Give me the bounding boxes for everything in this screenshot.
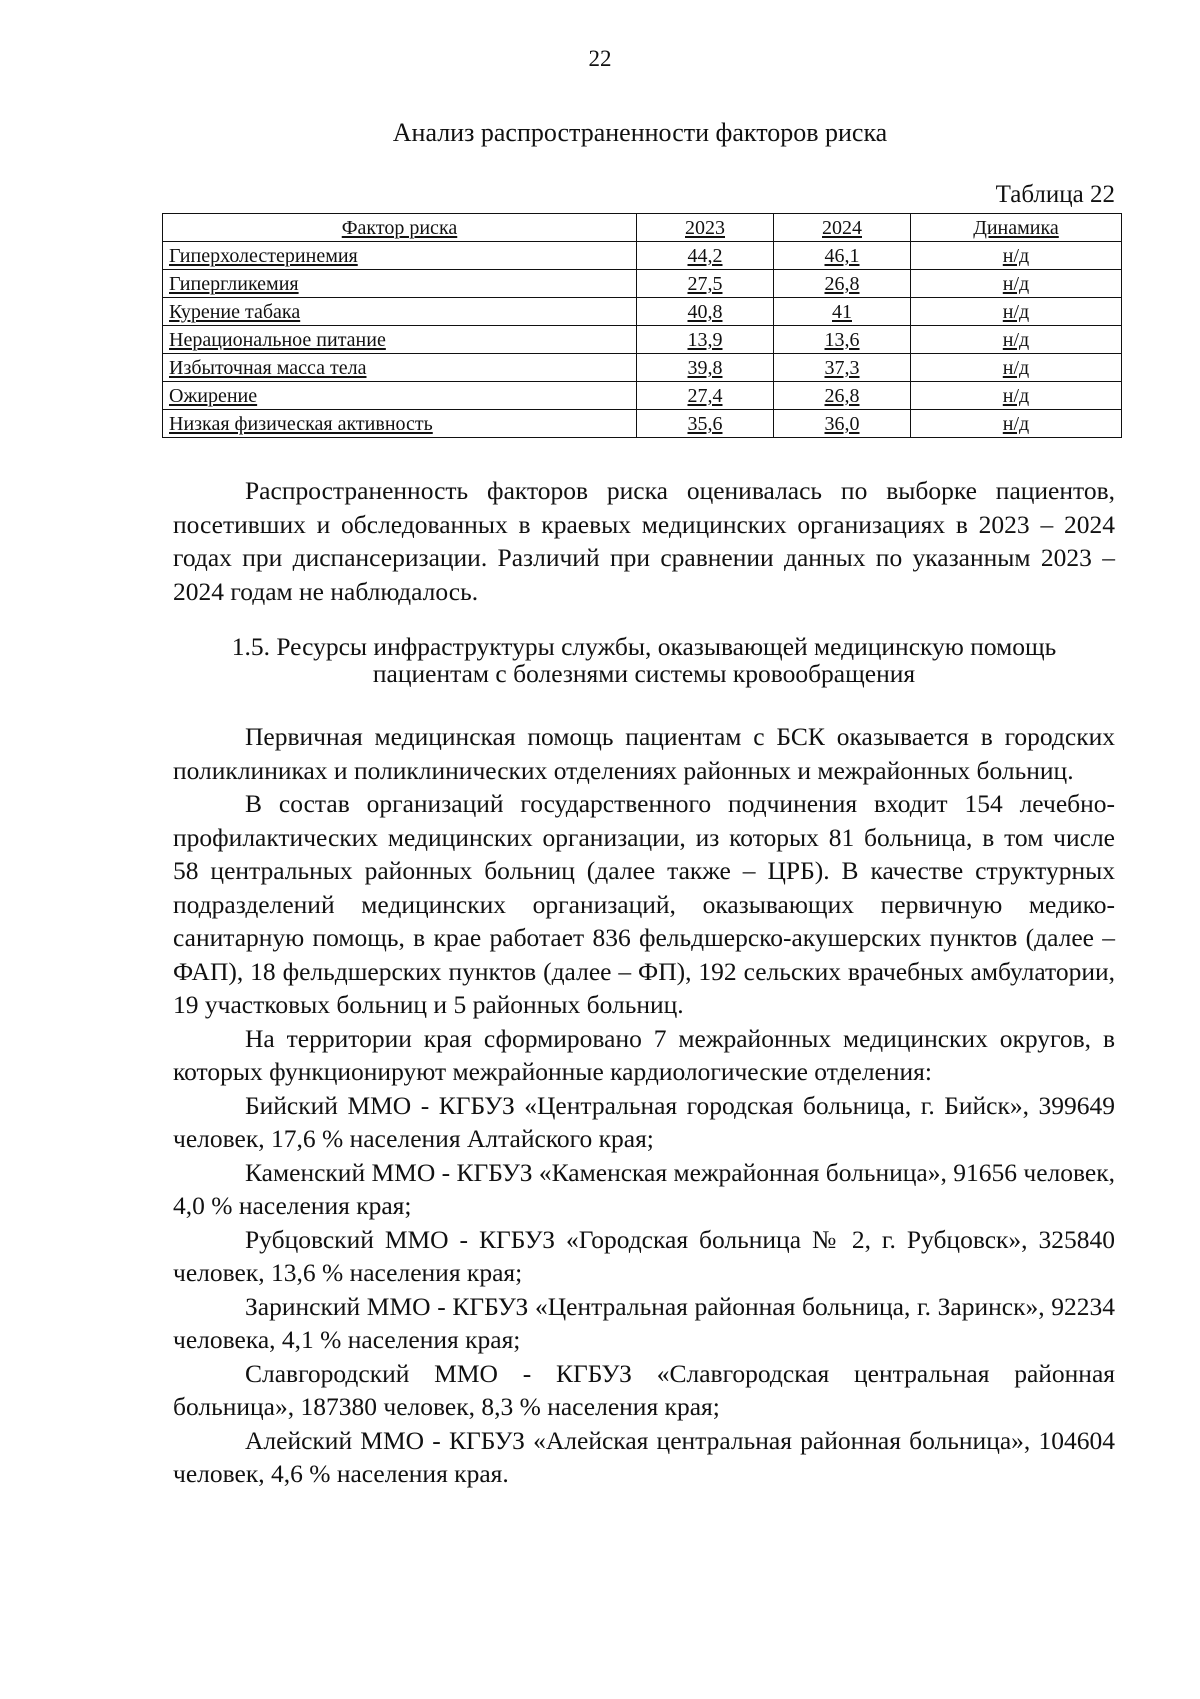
paragraph-risk-summary: Распространенность факторов риска оценивалась по выборке пациентов, посетивших и обследованных в краевых медицинских организациях в 2023 – 2024 годах при диспансеризации. Различий при сравнении данных по указанным 2023 – 2024 годам не наблюдалось. — [173, 476, 1115, 606]
header-2023: 2023 — [637, 214, 774, 242]
paragraph-district-slavgorod: Славгородский ММО - КГБУЗ «Славгородская центральная районная больница», 187380 человек, 8,3 % населения края; — [173, 1358, 1115, 1421]
table-row — [163, 326, 1122, 354]
page-number: 22 — [588, 46, 612, 71]
cell-factor: Гипергликемия — [163, 270, 637, 298]
cell-2023: 13,9 — [637, 326, 774, 354]
section-heading-line1: 1.5. Ресурсы инфраструктуры службы, оказывающей медицинскую помощь — [231, 632, 1057, 661]
paragraph-district-aleysk: Алейский ММО - КГБУЗ «Алейская центральная районная больница», 104604 человек, 4,6 % населения края. — [173, 1425, 1115, 1488]
paragraph-district-rubtsovsk: Рубцовский ММО - КГБУЗ «Городская больница № 2, г. Рубцовск», 325840 человек, 13,6 % населения края; — [173, 1224, 1115, 1287]
table-row — [163, 410, 1122, 438]
table-row — [163, 298, 1122, 326]
cell-factor: Низкая физическая активность — [163, 410, 637, 438]
paragraph: В состав организаций государственного подчинения входит 154 лечебно-профилактических медицинских организации, из которых 81 больница, в том числе 58 центральных районных больниц (далее также – ЦРБ). В качестве структурных подразделений медицинских организаций, оказывающих первичную медико-санитарную помощь, в крае работает 836 фельдшерско-акушерских пунктов (далее – ФАП), 18 фельдшерских пунктов (далее – ФП), 192 сельских врачебных амбулатории, 19 участковых больниц и 5 районных больниц. — [173, 789, 1115, 1019]
header-factor: Фактор риска — [163, 214, 637, 242]
cell-factor: Избыточная масса тела — [163, 354, 637, 382]
cell-2024: 36,0 — [774, 410, 911, 438]
paragraph: На территории края сформировано 7 межрайонных медицинских округов, в которых функционируют межрайонные кардиологические отделения: — [173, 1023, 1115, 1086]
cell-dynamics: н/д — [911, 270, 1122, 298]
cell-2023: 35,6 — [637, 410, 774, 438]
cell-dynamics: н/д — [911, 298, 1122, 326]
cell-factor: Ожирение — [163, 382, 637, 410]
cell-dynamics: н/д — [911, 242, 1122, 270]
cell-dynamics: н/д — [911, 326, 1122, 354]
cell-factor: Гиперхолестеринемия — [163, 242, 637, 270]
cell-2023: 27,4 — [637, 382, 774, 410]
cell-factor: Курение табака — [163, 298, 637, 326]
table-row — [163, 242, 1122, 270]
table-row — [163, 354, 1122, 382]
table-row — [163, 270, 1122, 298]
cell-2024: 26,8 — [774, 382, 911, 410]
body-text — [173, 720, 1115, 1491]
cell-2024: 41 — [774, 298, 911, 326]
header-2024: 2024 — [774, 214, 911, 242]
analysis-text — [173, 474, 1115, 608]
cell-2024: 13,6 — [774, 326, 911, 354]
table-title: Анализ распространенности факторов риска — [392, 118, 888, 147]
cell-2024: 46,1 — [774, 242, 911, 270]
cell-dynamics: н/д — [911, 354, 1122, 382]
paragraph: Первичная медицинская помощь пациентам с БСК оказывается в городских поликлиниках и поликлинических отделениях районных и межрайонных больниц. — [173, 722, 1115, 785]
cell-2023: 40,8 — [637, 298, 774, 326]
cell-2024: 26,8 — [774, 270, 911, 298]
cell-factor: Нерациональное питание — [163, 326, 637, 354]
cell-2023: 44,2 — [637, 242, 774, 270]
paragraph-district-biysk: Бийский ММО - КГБУЗ «Центральная городская больница, г. Бийск», 399649 человек, 17,6 % населения Алтайского края; — [173, 1090, 1115, 1153]
section-heading — [173, 633, 1115, 687]
risk-factors-table — [162, 213, 1122, 438]
table-header-row — [163, 214, 1122, 242]
cell-dynamics: н/д — [911, 410, 1122, 438]
header-dynamics: Динамика — [911, 214, 1122, 242]
cell-2024: 37,3 — [774, 354, 911, 382]
cell-2023: 39,8 — [637, 354, 774, 382]
table-row — [163, 382, 1122, 410]
section-heading-line2: пациентам с болезнями системы кровообращения — [372, 659, 916, 688]
paragraph-district-kamen: Каменский ММО - КГБУЗ «Каменская межрайонная больница», 91656 человек, 4,0 % населения края; — [173, 1157, 1115, 1220]
cell-dynamics: н/д — [911, 382, 1122, 410]
paragraph-district-zarinsk: Заринский ММО - КГБУЗ «Центральная районная больница, г. Заринск», 92234 человека, 4,1 % населения края; — [173, 1291, 1115, 1354]
table-caption: Таблица 22 — [995, 181, 1115, 208]
cell-2023: 27,5 — [637, 270, 774, 298]
